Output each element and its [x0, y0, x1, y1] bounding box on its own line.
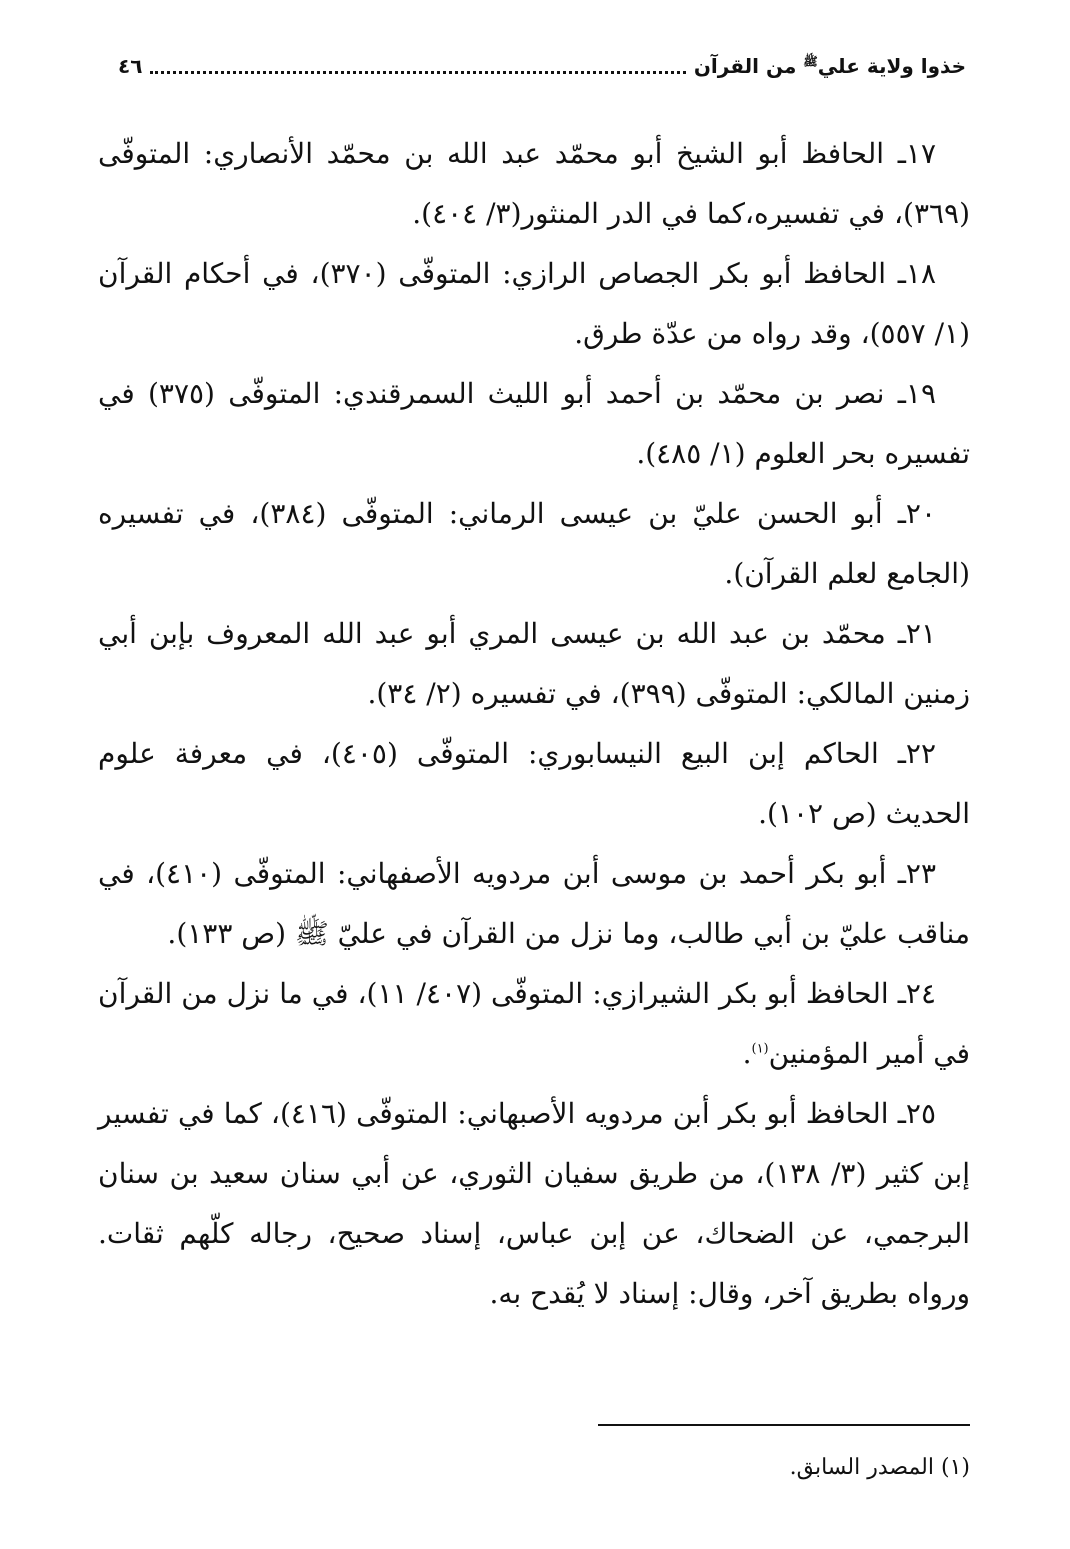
- page-number: ٤٦: [118, 54, 143, 78]
- entry-24-text: ٢٤ـ الحافظ أبو بكر الشيرازي: المتوفّى (٤٠٧/ ١١)، في ما نزل من القرآن في أمير المؤمنين: [98, 977, 970, 1070]
- honorific-mark: ﷺ: [803, 54, 818, 69]
- entry-17: ١٧ـ الحافظ أبو الشيخ أبو محمّد عبد الله بن محمّد الأنصاري: المتوفّى (٣٦٩)، في تفسيره،كما في الدر المنثور(٣/ ٤٠٤).: [98, 137, 970, 230]
- header-title-suffix: من القرآن: [693, 54, 804, 78]
- running-header: [118, 46, 966, 86]
- entry-18: ١٨ـ الحافظ أبو بكر الجصاص الرازي: المتوفّى (٣٧٠)، في أحكام القرآن (١/ ٥٥٧)، وقد رواه من عدّة طرق.: [98, 257, 970, 350]
- main-text: [98, 124, 970, 1324]
- header-title: [694, 54, 966, 78]
- entry-23: ٢٣ـ أبو بكر أحمد بن موسى أبن مردويه الأصفهاني: المتوفّى (٤١٠)، في مناقب عليّ بن أبي طالب، وما نزل من القرآن في عليّ ﷺ (ص ١٣٣).: [98, 857, 970, 950]
- header-title-main: خذوا ولاية علي: [817, 54, 966, 78]
- entry-24: [98, 964, 970, 1084]
- entry-24-end: .: [742, 1037, 752, 1070]
- footnote: (١) المصدر السابق.: [789, 1455, 970, 1480]
- entry-21: ٢١ـ محمّد بن عبد الله بن عيسى المري أبو عبد الله المعروف بإبن أبي زمنين المالكي: المتوفّى (٣٩٩)، في تفسيره (٢/ ٣٤).: [98, 617, 970, 710]
- entry-22: ٢٢ـ الحاكم إبن البيع النيسابوري: المتوفّى (٤٠٥)، في معرفة علوم الحديث (ص ١٠٢).: [98, 737, 970, 830]
- footnote-separator: [598, 1424, 970, 1426]
- entry-25: ٢٥ـ الحافظ أبو بكر أبن مردويه الأصبهاني: المتوفّى (٤١٦)، كما في تفسير إبن كثير (٣/ ١٣٨)، من طريق سفيان الثوري، عن أبي سنان سعيد بن سنان البرجمي، عن الضحاك، عن إبن عباس، إسناد صحيح، رجاله كلّهم ثقات. ورواه بطريق آخر، وقال: إسناد لا يُقدح به.: [98, 1097, 970, 1310]
- entry-20: ٢٠ـ أبو الحسن عليّ بن عيسى الرماني: المتوفّى (٣٨٤)، في تفسيره (الجامع لعلم القرآن).: [98, 497, 970, 590]
- footnote-marker[interactable]: (١): [751, 1041, 769, 1057]
- entry-19: ١٩ـ نصر بن محمّد بن أحمد أبو الليث السمرقندي: المتوفّى (٣٧٥) في تفسيره بحر العلوم (١/ ٤٨٥).: [98, 377, 970, 470]
- header-leader-dots: [150, 71, 685, 74]
